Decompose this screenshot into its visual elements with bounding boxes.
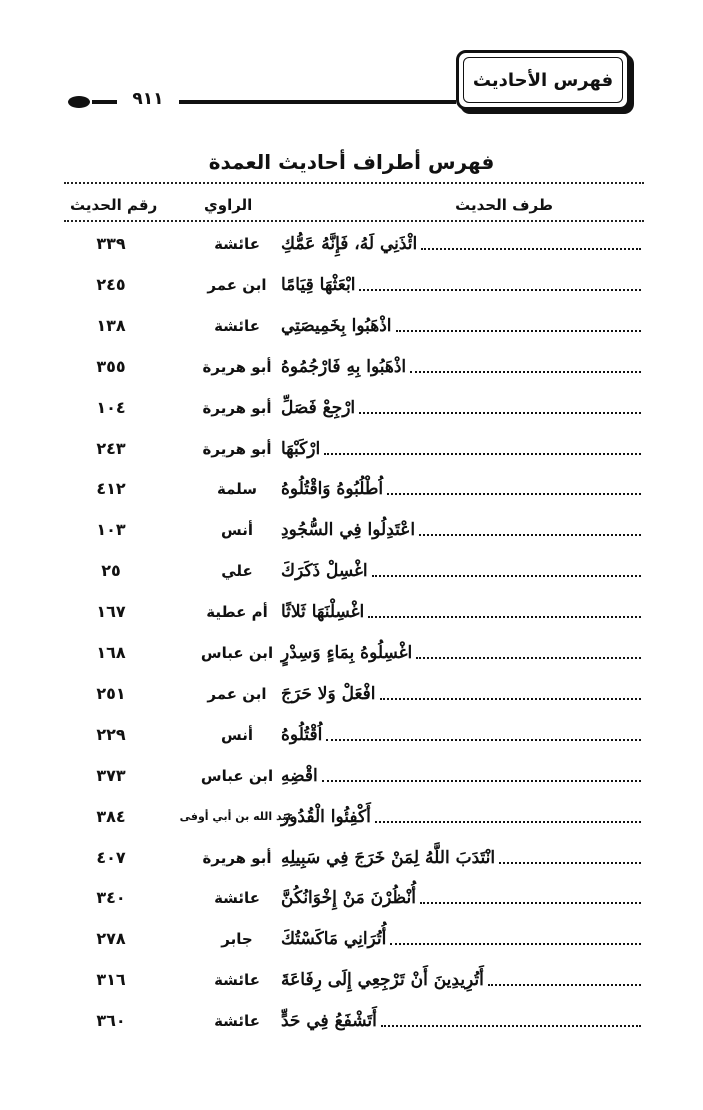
hadith-cell — [281, 351, 641, 383]
narrator-cell: عائشة — [214, 971, 260, 990]
narrator-cell: ابن عمر — [207, 684, 267, 703]
index-row — [0, 756, 703, 796]
leader-dots — [420, 902, 641, 904]
hadith-number-cell: ٣٦٠ — [96, 1011, 126, 1031]
hadith-number-cell: ٣٣٩ — [96, 234, 126, 253]
hadith-cell — [281, 514, 641, 546]
hadith-cell — [281, 555, 641, 587]
column-header-number: رقم الحديث — [70, 196, 158, 214]
index-row — [0, 592, 703, 632]
hadith-number-cell: ٤٠٧ — [96, 847, 126, 867]
leader-dots — [390, 943, 641, 945]
index-row — [0, 388, 703, 428]
hadith-number-cell: ٢٧٨ — [96, 929, 126, 949]
hadith-cell — [281, 637, 641, 669]
leader-dots — [410, 371, 641, 373]
hadith-cell — [281, 433, 641, 465]
hadith-text: ابْعَثْهَا قِيَامًا — [281, 274, 356, 295]
leader-dots — [488, 984, 641, 986]
index-row — [0, 510, 703, 550]
narrator-cell: علي — [221, 562, 253, 581]
index-row — [0, 715, 703, 755]
leader-dots — [326, 739, 641, 741]
hadith-text: اعْتَدِلُوا فِي السُّجُودِ — [281, 520, 416, 541]
index-row — [0, 469, 703, 509]
hadith-cell — [281, 678, 641, 710]
hadith-cell — [281, 964, 641, 996]
leader-dots — [359, 412, 641, 414]
index-row — [0, 960, 703, 1000]
header-divider — [64, 220, 644, 222]
leader-dots — [421, 248, 641, 250]
leader-dots — [396, 330, 641, 332]
hadith-text: أُتُرَانِي مَاكَسْتُكَ — [281, 929, 387, 950]
hadith-cell — [281, 310, 641, 342]
leader-dots — [416, 657, 641, 659]
index-row — [0, 551, 703, 591]
hadith-text: افْعَلْ وَلا حَرَجَ — [281, 683, 376, 704]
hadith-number-cell: ٢٢٩ — [96, 724, 126, 744]
hadith-number-cell: ٤١٢ — [96, 479, 126, 499]
column-header-narrator: الراوي — [204, 196, 253, 214]
index-row — [0, 919, 703, 959]
hadith-cell — [281, 1005, 641, 1037]
hadith-text: اقْضِهِ — [281, 765, 318, 786]
index-row — [0, 838, 703, 878]
leader-dots — [387, 493, 641, 495]
hadith-cell — [281, 882, 641, 914]
narrator-cell: عائشة — [214, 889, 260, 908]
index-row — [0, 429, 703, 469]
hadith-text: اغْسِلْنَهَا ثَلاثًا — [281, 602, 365, 623]
narrator-cell: ابن عباس — [200, 644, 274, 662]
hadith-text: اذْهَبُوا بِخَمِيصَتِي — [281, 315, 392, 336]
hadith-number-cell: ١٠٣ — [96, 520, 126, 540]
hadith-text: انْتَدَبَ اللَّهُ لِمَنْ خَرَجَ فِي سَبِيلِهِ — [281, 847, 496, 868]
narrator-cell: عائشة — [214, 235, 260, 253]
narrator-cell: أبو هريرة — [202, 439, 272, 458]
hadith-number-cell: ٢٥ — [101, 561, 121, 581]
leader-dots — [324, 453, 641, 455]
leader-dots — [359, 289, 641, 291]
narrator-cell: عبد الله بن أبي أوفى — [179, 809, 295, 823]
column-header-hadith: طرف الحديث — [455, 196, 553, 214]
hadith-number-cell: ٢٥١ — [96, 683, 126, 703]
hadith-text: اُقْتُلُوهُ — [281, 724, 323, 745]
leader-dots — [419, 534, 641, 536]
running-title: فهرس الأحاديث — [463, 57, 623, 103]
leader-dots — [368, 616, 641, 618]
hadith-text: ارْكَبْهَا — [281, 438, 321, 459]
hadith-cell — [281, 392, 641, 424]
hadith-text: اغْسِلُوهُ بِمَاءٍ وَسِدْرٍ — [281, 643, 413, 663]
hadith-cell — [281, 719, 641, 751]
hadith-text: ارْجِعْ فَصَلِّ — [281, 397, 356, 418]
hadith-number-cell: ٣٨٤ — [96, 806, 126, 826]
narrator-cell: ابن عمر — [207, 275, 267, 294]
leader-dots — [380, 698, 641, 700]
narrator-cell: سلمة — [216, 480, 258, 499]
index-row — [0, 878, 703, 918]
hadith-cell — [281, 228, 641, 260]
hadith-text: ائْذَنِي لَهُ، فَإِنَّهُ عَمُّكِ — [281, 234, 418, 254]
hadith-cell — [281, 801, 641, 833]
index-row — [0, 633, 703, 673]
hadith-number-cell: ٢٤٣ — [96, 438, 126, 458]
hadith-text: اُطْلُبُوهُ وَاقْتُلُوهُ — [281, 479, 384, 500]
running-title-box — [456, 50, 630, 110]
hadith-cell — [281, 596, 641, 628]
hadith-cell — [281, 760, 641, 792]
hadith-number-cell: ٣١٦ — [96, 970, 126, 990]
header-ornament-dot — [68, 96, 90, 108]
hadith-text: أَتُرِيدِينَ أَنْ تَرْجِعِي إِلَى رِفَاعَةَ — [281, 970, 484, 991]
hadith-text: أُنْظُرْنَ مَنْ إِخْوَانُكُنَّ — [281, 888, 416, 909]
hadith-number-cell: ٣٥٥ — [96, 356, 126, 376]
narrator-cell: عائشة — [214, 316, 260, 335]
hadith-cell — [281, 923, 641, 955]
hadith-text: أَكْفِئُوا الْقُدُورَ — [281, 806, 371, 827]
index-row — [0, 797, 703, 837]
index-row — [0, 306, 703, 346]
hadith-cell — [281, 269, 641, 301]
index-title: فهرس أطراف أحاديث العمدة — [208, 150, 495, 174]
index-row — [0, 265, 703, 305]
leader-dots — [372, 575, 641, 577]
hadith-cell — [281, 842, 641, 874]
narrator-cell: جابر — [221, 930, 253, 949]
hadith-text: اغْسِلْ ذَكَرَكَ — [281, 561, 368, 582]
hadith-number-cell: ١٦٧ — [96, 602, 126, 622]
hadith-text: اذْهَبُوا بِهِ فَارْجُمُوهُ — [281, 356, 407, 377]
hadith-number-cell: ١٠٤ — [96, 397, 126, 417]
leader-dots — [322, 780, 641, 782]
page-number: ٩١١ — [117, 88, 179, 110]
narrator-cell: عائشة — [214, 1012, 260, 1031]
hadith-text: أَتَشْفَعُ فِي حَدٍّ — [281, 1011, 377, 1032]
index-row — [0, 1001, 703, 1041]
leader-dots — [375, 821, 641, 823]
leader-dots — [499, 862, 641, 864]
index-row — [0, 224, 703, 264]
hadith-number-cell: ٣٧٣ — [96, 765, 126, 785]
index-row — [0, 674, 703, 714]
narrator-cell: أم عطية — [206, 603, 268, 622]
hadith-cell — [281, 473, 641, 505]
title-divider — [64, 182, 644, 184]
hadith-number-cell: ٢٤٥ — [96, 274, 126, 294]
narrator-cell: أنس — [221, 521, 253, 540]
index-row — [0, 347, 703, 387]
narrator-cell: أبو هريرة — [202, 848, 272, 867]
leader-dots — [381, 1025, 641, 1027]
hadith-number-cell: ١٣٨ — [96, 315, 126, 335]
hadith-number-cell: ١٦٨ — [96, 643, 126, 662]
narrator-cell: أبو هريرة — [202, 357, 272, 376]
narrator-cell: أبو هريرة — [202, 398, 272, 417]
narrator-cell: أنس — [221, 725, 253, 744]
narrator-cell: ابن عباس — [200, 766, 274, 785]
hadith-number-cell: ٣٤٠ — [96, 888, 126, 908]
